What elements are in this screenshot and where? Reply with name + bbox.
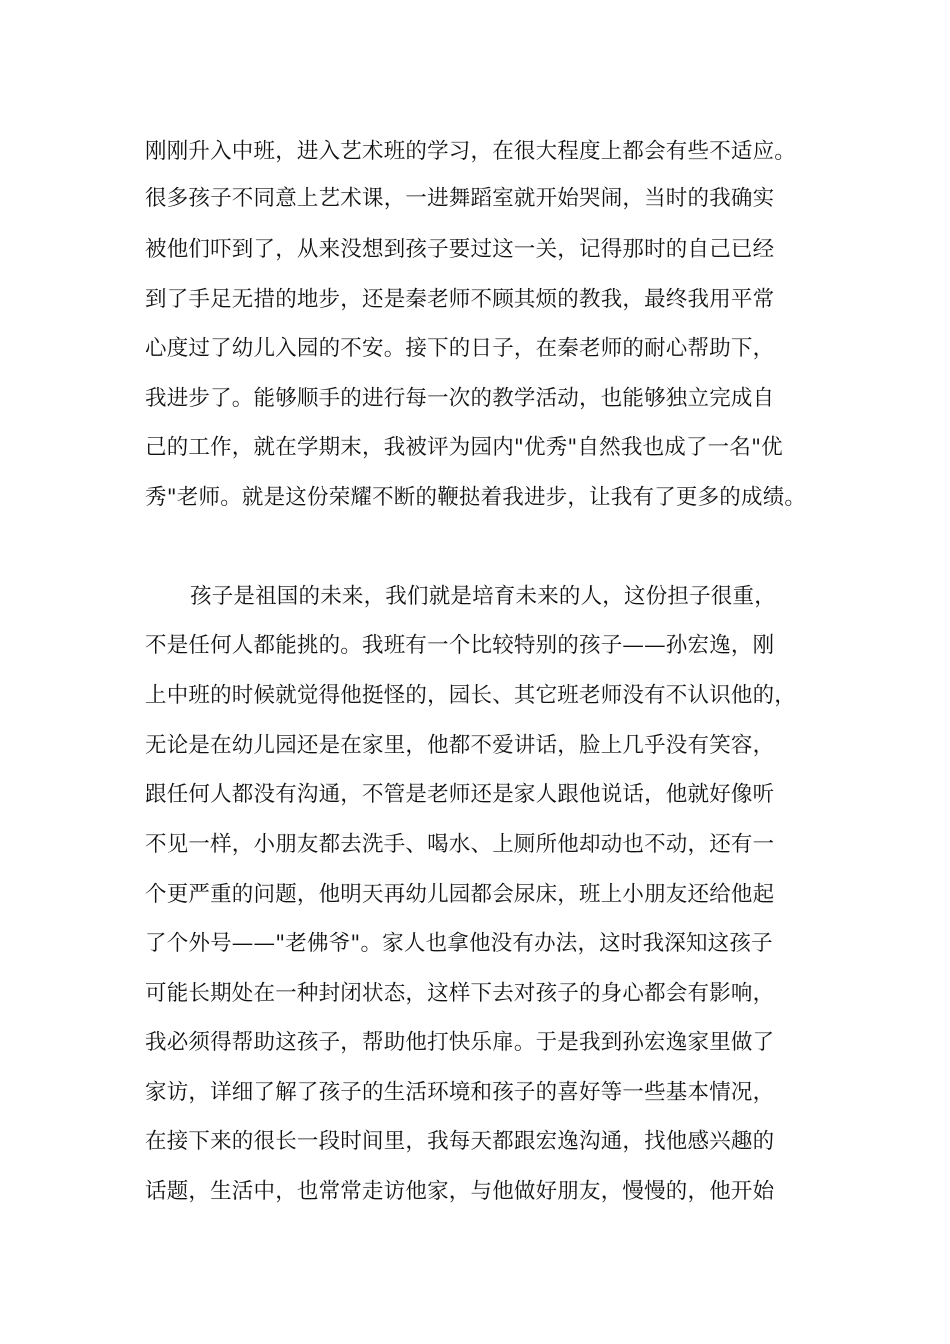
text-line: 家访，详细了解了孩子的生活环境和孩子的喜好等一些基本情况， [145,1080,775,1105]
text-line: 刚刚升入中班，进入艺术班的学习，在很大程度上都会有些不适应。 [145,139,797,164]
text-line: 跟任何人都没有沟通，不管是老师还是家人跟他说话，他就好像听 [145,782,775,807]
text-line: 可能长期处在一种封闭状态，这样下去对孩子的身心都会有影响， [145,981,775,1006]
text-line: 上中班的时候就觉得他挺怪的，园长、其它班老师没有不认识他的， [145,683,797,708]
text-line: 很多孩子不同意上艺术课，一进舞蹈室就开始哭闹，当时的我确实 [145,186,775,211]
text-line: 在接下来的很长一段时间里，我每天都跟宏逸沟通，找他感兴趣的 [145,1129,775,1154]
text-line: 己的工作，就在学期末，我被评为园内"优秀"自然我也成了一名"优 [145,435,783,460]
text-line: 话题，生活中，也常常走访他家，与他做好朋友，慢慢的，他开始 [145,1179,775,1204]
text-line: 我必须得帮助这孩子，帮助他打快乐扉。于是我到孙宏逸家里做了 [145,1030,775,1055]
text-line: 被他们吓到了，从来没想到孩子要过这一关，记得那时的自己已经 [145,237,775,262]
text-line: 孩子是祖国的未来，我们就是培育未来的人，这份担子很重， [190,584,776,609]
text-line: 无论是在幼儿园还是在家里，他都不爱讲话，脸上几乎没有笑容， [145,733,775,758]
text-line: 到了手足无措的地步，还是秦老师不顾其烦的教我，最终我用平常 [145,287,775,312]
text-line: 心度过了幼儿入园的不安。接下的日子，在秦老师的耐心帮助下， [145,336,775,361]
text-line: 秀"老师。就是这份荣耀不断的鞭挞着我进步，让我有了更多的成绩。 [145,485,807,510]
text-line: 个更严重的问题，他明天再幼儿园都会尿床，班上小朋友还给他起 [145,882,775,907]
text-line: 不是任何人都能挑的。我班有一个比较特别的孩子——孙宏逸，刚 [145,633,775,658]
text-line: 我进步了。能够顺手的进行每一次的教学活动，也能够独立完成自 [145,386,775,411]
text-line: 了个外号——"老佛爷"。家人也拿他没有办法，这时我深知这孩子 [145,931,773,956]
text-line: 不见一样，小朋友都去洗手、喝水、上厕所他却动也不动，还有一 [145,832,775,857]
